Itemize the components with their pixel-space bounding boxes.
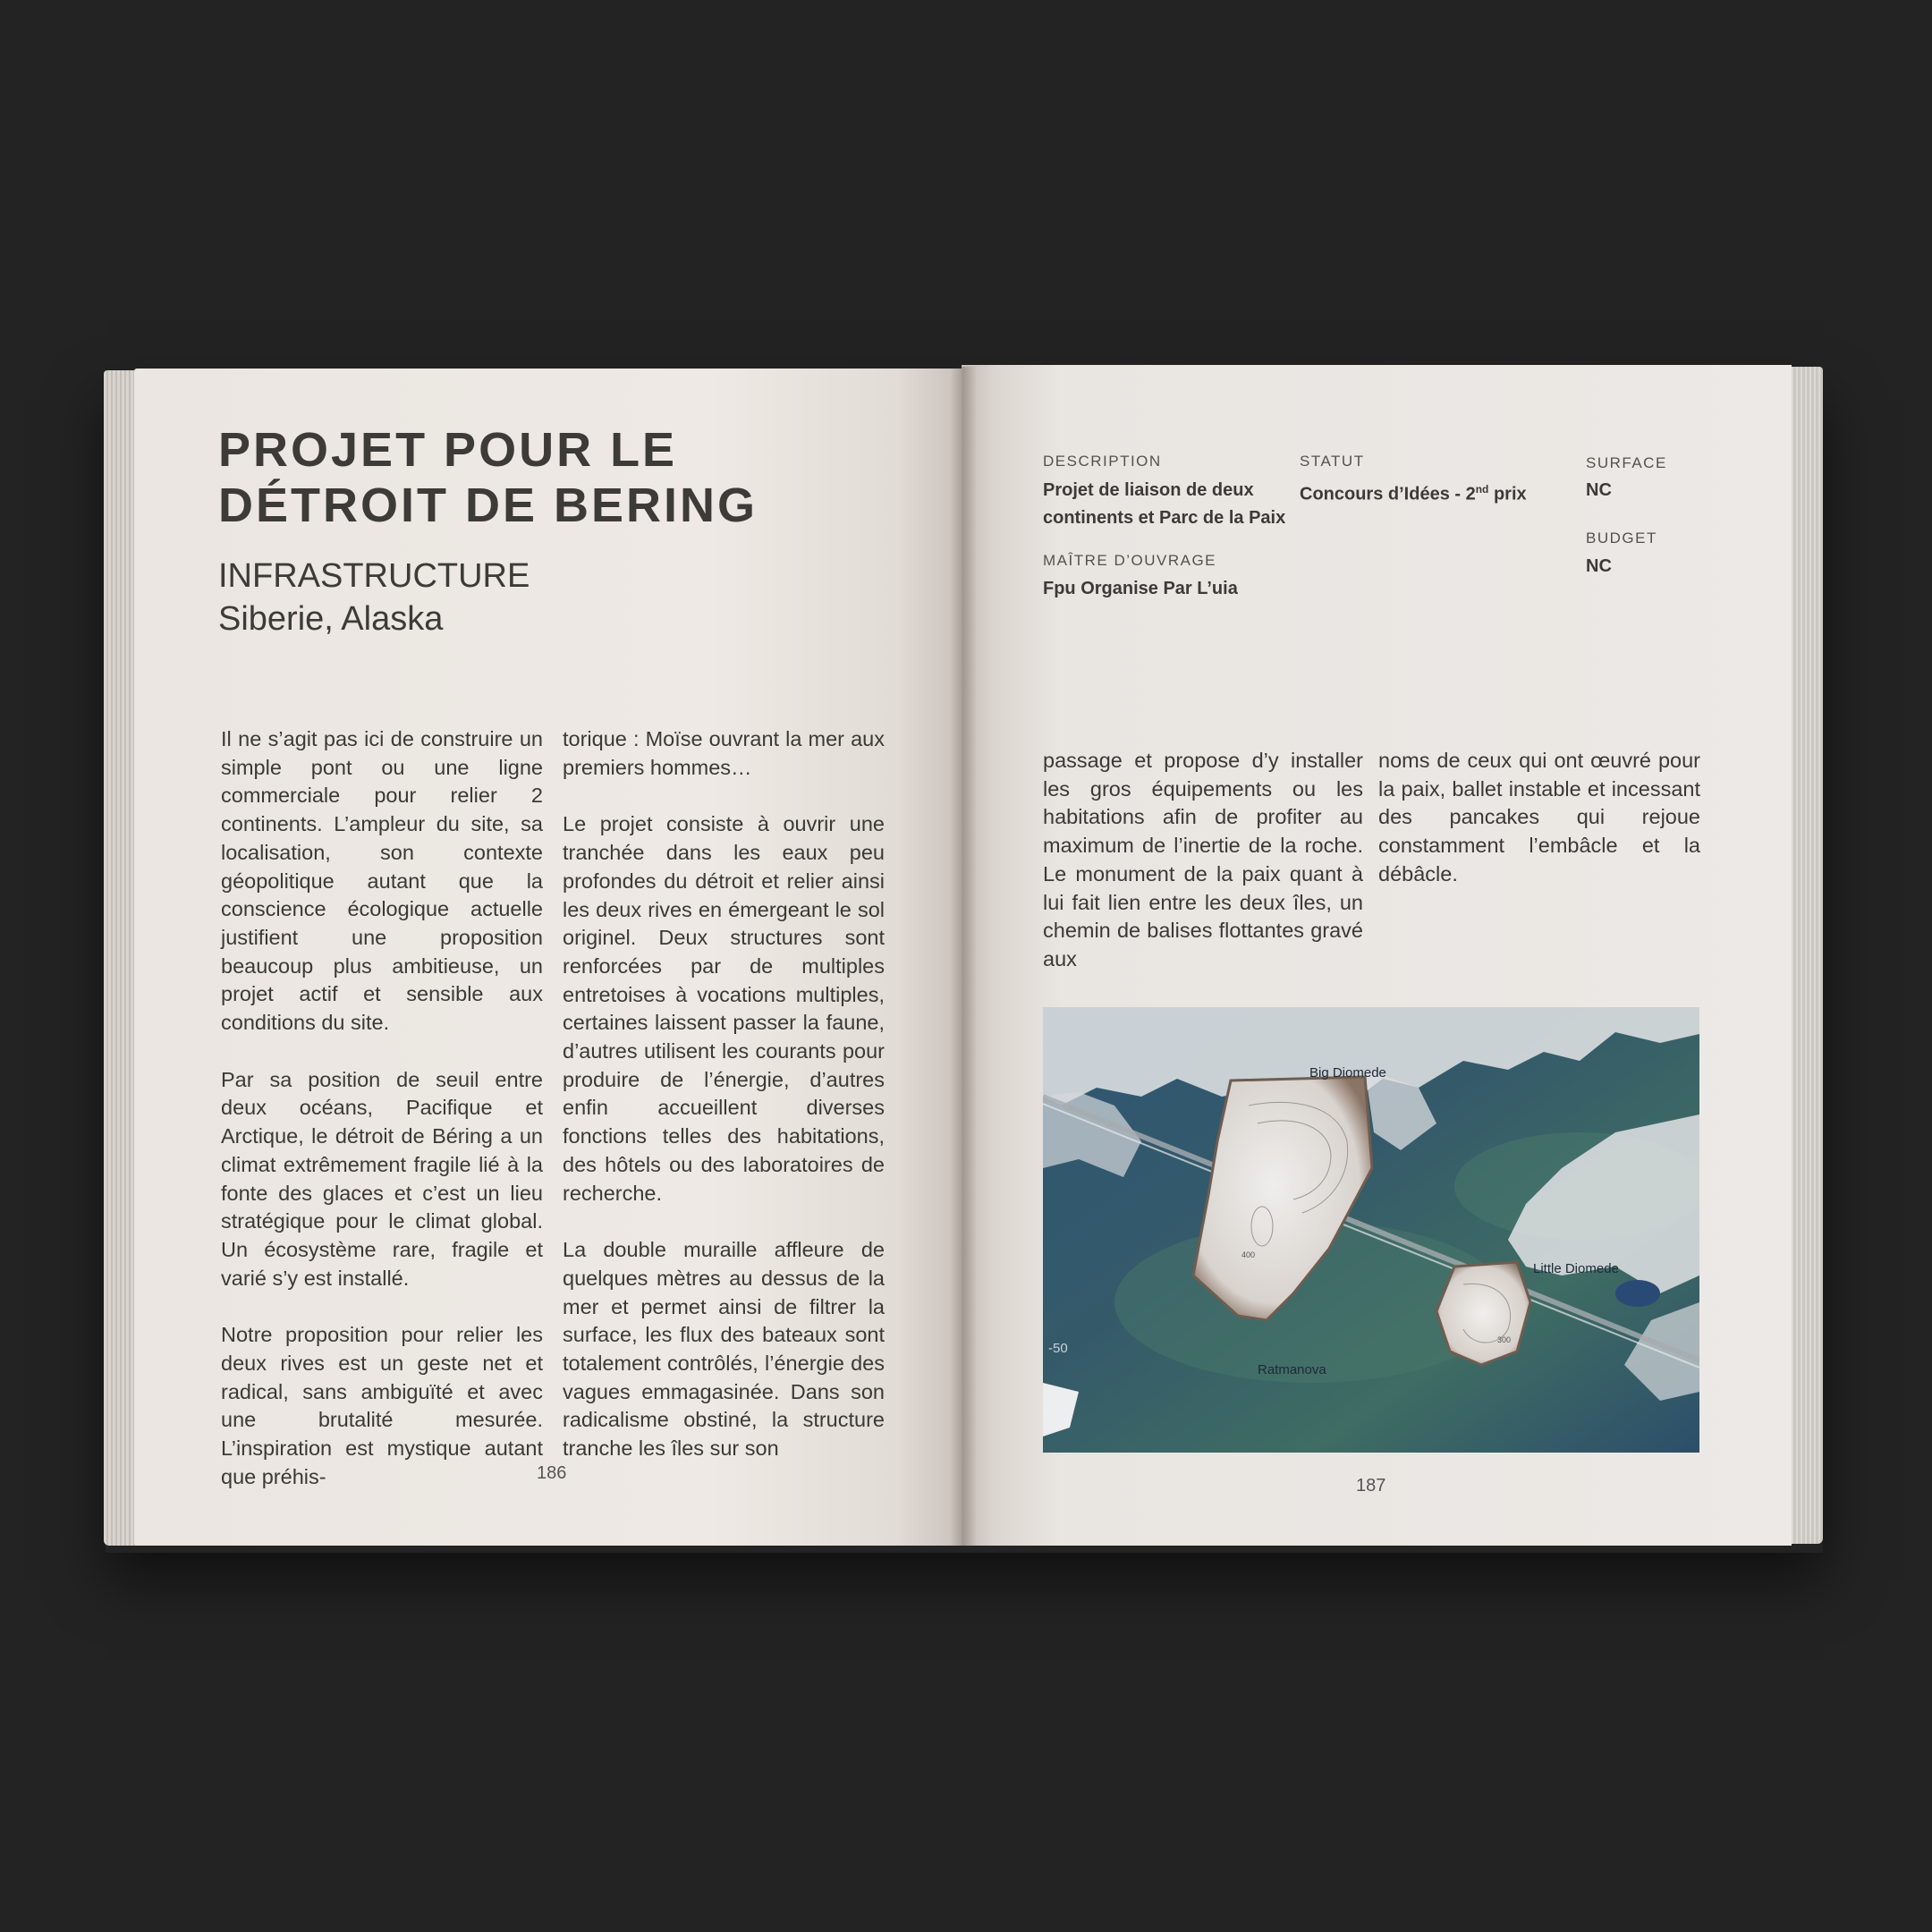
label-elevation-400: 400 — [1241, 1250, 1256, 1259]
budget-label: BUDGET — [1586, 530, 1657, 547]
statut-label: STATUT — [1300, 453, 1365, 470]
page-number-left: 186 — [537, 1463, 567, 1483]
paragraph: passage et propose d’y installer les gros équipements ou les habitations afin de profiter au maximum de l’inertie de la roche. Le monument de la paix quant à lui fait lien entre les deux îles, un chemin de balises flottantes gravé aux — [1043, 749, 1363, 970]
project-location: Siberie, Alaska — [218, 600, 444, 638]
page-edges-right — [1789, 367, 1823, 1544]
map-graphic — [1043, 1007, 1699, 1453]
label-elevation-300: 300 — [1497, 1335, 1512, 1344]
description-value: Projet de liaison de deux continents et Parc de la Paix — [1043, 480, 1286, 528]
paragraph: Il ne s’agit pas ici de construire un simple pont ou une ligne commerciale pour relier 2 continents. L’ampleur du site, sa localisation, son contexte géopolitique autant que la conscience écologique actuelle justifient une proposition beaucoup plus ambitieuse, un projet actif et sensible aux conditions du site. — [221, 727, 543, 1035]
label-ratmanova: Ratmanova — [1258, 1362, 1326, 1377]
maitre-ouvrage-label: MAÎTRE D’OUVRAGE — [1043, 552, 1217, 569]
label-big-diomede: Big Diomede — [1309, 1065, 1386, 1080]
lake — [1615, 1280, 1660, 1307]
project-category: INFRASTRUCTURE — [218, 557, 530, 595]
label-little-diomede: Little Diomede — [1533, 1261, 1619, 1276]
text-column-2 — [563, 725, 885, 1492]
page-number-right: 187 — [1356, 1476, 1386, 1496]
text-column-3 — [1043, 747, 1363, 1003]
surface-label: SURFACE — [1586, 454, 1667, 471]
paragraph: La double muraille affleure de quelques mètres au dessus de la mer et permet ainsi de filtrer la surface, les flux des bateaux sont totalement contrôlés, l’énergie des vagues emmagasinée. Dans son radicalisme obstiné, la structure tranche les îles sur son — [563, 1238, 885, 1461]
text-column-4 — [1378, 747, 1700, 918]
statut-value: Concours d’Idées - 2nd prix — [1300, 483, 1527, 504]
maitre-ouvrage-value: Fpu Organise Par L’uia — [1043, 579, 1238, 598]
description-label: DESCRIPTION — [1043, 453, 1162, 470]
label-depth: -50 — [1048, 1341, 1068, 1356]
text-column-1 — [221, 725, 543, 1521]
budget-value: NC — [1586, 556, 1612, 576]
bering-strait-map — [1043, 1007, 1699, 1453]
paragraph: Par sa position de seuil entre deux océans, Pacifique et Arctique, le détroit de Béring a un climat extrêmement fragile lié à la fonte des glaces et c’est un lieu stratégique pour le climat global. Un écosystème rare, fragile et varié s’y est installé. — [221, 1067, 543, 1290]
book-gutter — [950, 367, 977, 1546]
paragraph: noms de ceux qui ont œuvré pour la paix, ballet instable et incessant des pancakes qui rejoue constamment l’embâcle et la débâcle. — [1378, 749, 1700, 886]
paragraph: torique : Moïse ouvrant la mer aux premiers hommes… — [563, 727, 885, 779]
little-diomede-island — [1436, 1262, 1530, 1365]
paragraph: Notre proposition pour relier les deux rives est un geste net et radical, sans ambiguïté et avec une brutalité mesurée. L’inspiration est mystique autant que préhis- — [221, 1323, 543, 1488]
page-title: PROJET POUR LE DÉTROIT DE BERING — [218, 423, 758, 532]
surface-value: NC — [1586, 480, 1612, 500]
paragraph: Le projet consiste à ouvrir une tranchée dans les eaux peu profondes du détroit et relier ainsi les deux rives en émergeant le sol originel. Deux structures sont renforcées par de multiples entretoises à vocations multiples, certaines laissent passer la faune, d’autres utilisent les courants pour produire de l’énergie, d’autres enfin accueillent diverses fonctions telles des habitations, des hôtels ou des laboratoires de recherche. — [563, 812, 885, 1205]
